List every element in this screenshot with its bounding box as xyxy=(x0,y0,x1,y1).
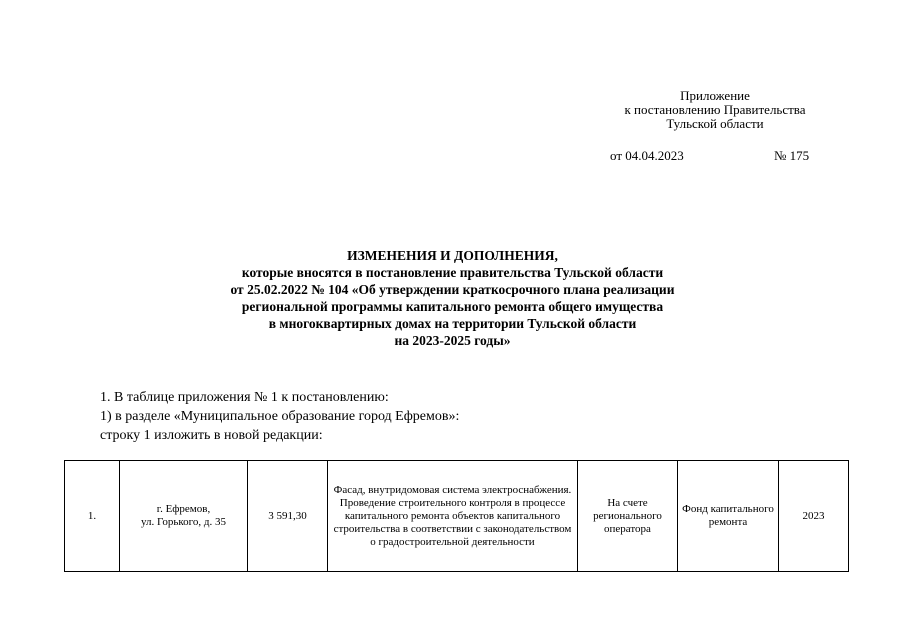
decree-number: № 175 xyxy=(774,148,810,163)
title-line-6: на 2023-2025 годы» xyxy=(394,333,511,348)
appendix-header xyxy=(600,89,830,131)
decree-date: от 04.04.2023 xyxy=(610,148,684,163)
address-city: г. Ефремов, xyxy=(156,503,211,515)
appendix-label: Приложение xyxy=(680,88,750,103)
row-year: 2023 xyxy=(779,461,849,572)
paragraph-3: строку 1 изложить в новой редакции: xyxy=(100,428,323,443)
title-line-2: которые вносятся в постановление правительства Тульской области xyxy=(241,265,664,280)
address-street: ул. Горького, д. 35 xyxy=(140,516,227,528)
title-line-4: региональной программы капитального ремонта общего имущества xyxy=(241,299,664,314)
row-account: На счете регионального оператора xyxy=(578,461,678,572)
appendix-region: Тульской области xyxy=(666,116,764,131)
row-amount: 3 591,30 xyxy=(248,461,328,572)
paragraph-1: 1. В таблице приложения № 1 к постановлению: xyxy=(100,390,389,405)
row-index: 1. xyxy=(65,461,120,572)
row-work-description: Фасад, внутридомовая система электроснабжения. Проведение строительного контроля в процессе капитального ремонта объектов капитального строительства в соответствии с законодательством о градостроительной деятельности xyxy=(328,461,578,572)
table-row xyxy=(65,461,849,572)
title-line-1: ИЗМЕНЕНИЯ И ДОПОЛНЕНИЯ, xyxy=(347,248,558,263)
amendment-table xyxy=(64,460,849,572)
document-title xyxy=(150,247,755,349)
row-address xyxy=(120,461,248,572)
paragraph-2: 1) в разделе «Муниципальное образование город Ефремов»: xyxy=(100,409,460,424)
title-line-3: от 25.02.2022 № 104 «Об утверждении краткосрочного плана реализации xyxy=(230,282,675,297)
title-line-5: в многоквартирных домах на территории Тульской области xyxy=(268,316,637,331)
appendix-ref: к постановлению Правительства xyxy=(624,102,806,117)
row-fund: Фонд капитального ремонта xyxy=(678,461,779,572)
